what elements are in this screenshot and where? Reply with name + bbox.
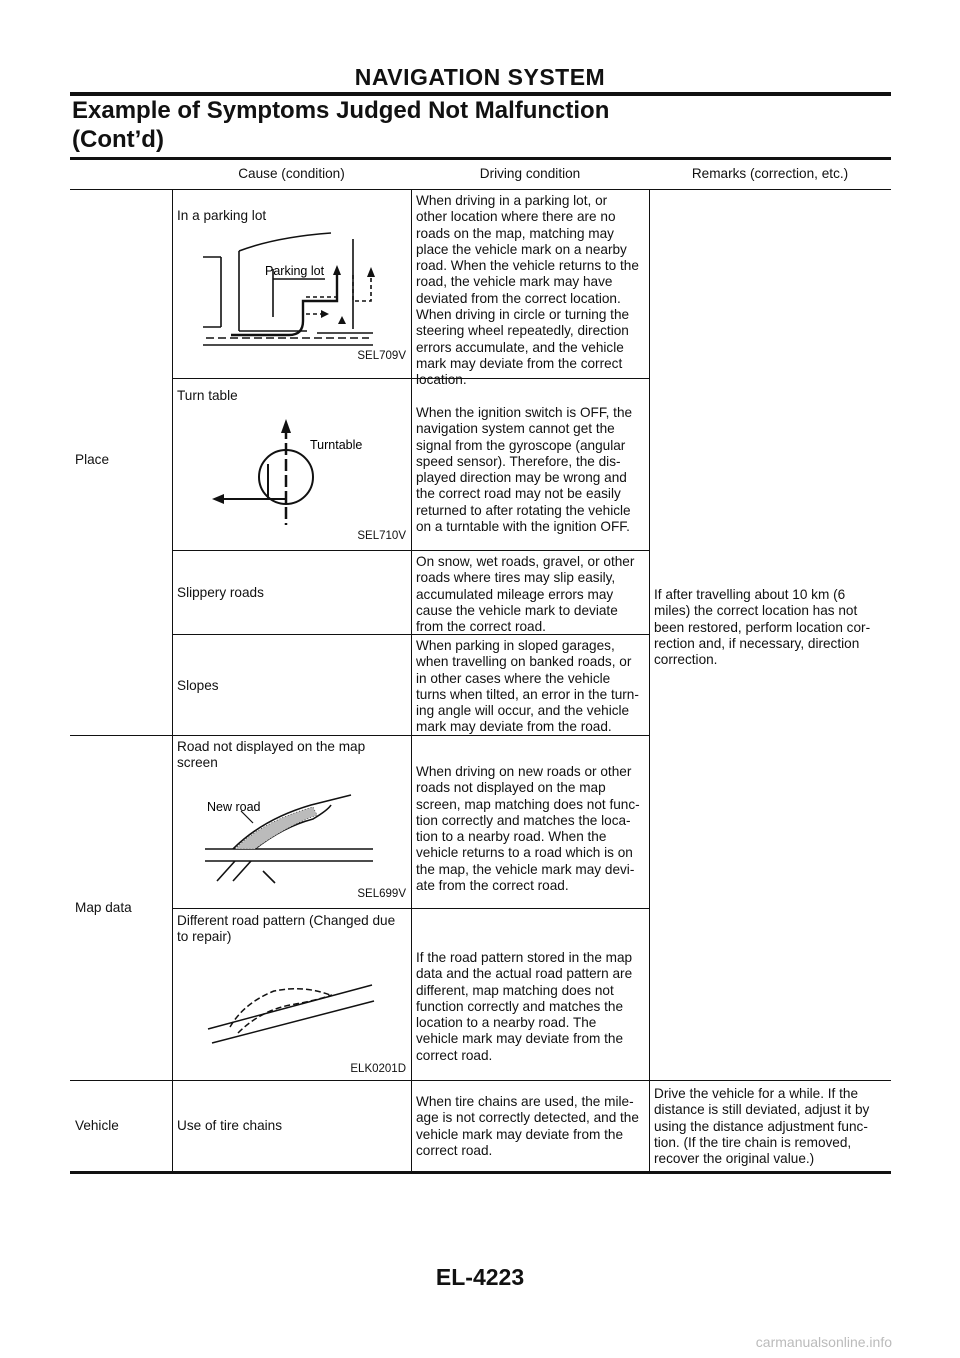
text-line: other location where there are no (416, 209, 616, 225)
header-row-rule (70, 189, 891, 190)
driving-condition-text (416, 1094, 652, 1159)
figure-code: SEL709V (357, 350, 406, 362)
text-line: vehicle mark may deviate from the (416, 1031, 624, 1047)
text-line: played direction may be wrong and (416, 470, 627, 486)
text-line: location to a nearby road. The (416, 1015, 597, 1031)
text-line: correction. (654, 652, 718, 668)
driving-condition-text (416, 405, 652, 535)
text-line: on a turntable with the ignition OFF. (416, 519, 630, 535)
column-rule (411, 189, 412, 1172)
table-top-rule (70, 157, 891, 160)
text-line: tion. (If the tire chain is removed, (654, 1134, 852, 1150)
text-line: when travelling on banked roads, or (416, 654, 632, 670)
text-line: the map, the vehicle mark may devi- (416, 861, 635, 877)
new-road-diagram (203, 795, 379, 885)
text-line: When the ignition switch is OFF, the (416, 405, 633, 420)
text-line: ing angle will occur, and the vehicle (416, 703, 630, 719)
text-line: vehicle returns to a road which is on (416, 845, 633, 861)
text-line: been restored, perform location cor- (654, 619, 871, 635)
figure-code: ELK0201D (350, 1063, 406, 1075)
cause-text: Slippery roads (177, 585, 264, 600)
text-line: age is not correctly detected, and the (416, 1110, 639, 1126)
text-line: Different road pattern (Changed due (177, 913, 396, 928)
row-rule (70, 1080, 891, 1081)
text-line: correct road. (416, 1047, 493, 1063)
text-line: Road not displayed on the map (177, 739, 366, 754)
text-line: When driving in circle or turning the (416, 307, 630, 323)
text-line: When parking in sloped garages, (416, 638, 615, 653)
group-label-map-data: Map data (75, 900, 132, 915)
section-title: NAVIGATION SYSTEM (354, 64, 606, 90)
page-subtitle (72, 96, 902, 154)
text-line: mark may deviate from the road. (416, 719, 612, 735)
text-line: accumulated mileage errors may (416, 586, 614, 602)
column-header-remarks: Remarks (correction, etc.) (691, 166, 849, 181)
column-rule (172, 189, 173, 1172)
text-line: tion correctly and matches the loca- (416, 812, 631, 828)
text-line: road. When the vehicle returns to the (416, 258, 639, 274)
text-line: errors accumulate, and the vehicle (416, 339, 624, 355)
text-line: tion to a nearby road. When the (416, 829, 607, 845)
text-line: road, the vehicle mark may have (416, 274, 613, 290)
text-line: When tire chains are used, the mile- (416, 1094, 634, 1109)
cause-text (177, 739, 409, 772)
text-line: If after travelling about 10 km (6 (654, 587, 846, 602)
text-line: data and the actual road pattern are (416, 966, 633, 982)
text-line: navigation system cannot get the (416, 421, 615, 437)
driving-condition-text (416, 193, 652, 389)
group-label-place: Place (75, 452, 110, 467)
text-line: deviated from the correct location. (416, 290, 621, 306)
cause-text (177, 913, 409, 946)
text-line: in other cases where the vehicle (416, 670, 611, 686)
figure-label: Turntable (310, 438, 363, 452)
text-line: returned to after rotating the vehicle (416, 502, 631, 518)
text-line: mark may deviate from the correct (416, 355, 623, 371)
text-line: screen, map matching does not func- (416, 796, 640, 812)
text-line: using the distance adjustment func- (654, 1118, 868, 1134)
text-line: location. (416, 372, 467, 388)
text-line: miles) the correct location has not (654, 603, 858, 619)
text-line: turns when tilted, an error in the turn- (416, 686, 639, 702)
text-line: the correct road may not be easily (416, 486, 621, 502)
page-number: EL-4223 (435, 1264, 525, 1290)
text-line: Drive the vehicle for a while. If the (654, 1086, 858, 1101)
text-line: to repair) (177, 929, 232, 945)
text-line: place the vehicle mark on a nearby (416, 241, 627, 257)
text-line: distance is still deviated, adjust it by (654, 1102, 870, 1118)
table-bottom-rule (70, 1171, 891, 1174)
cause-text: Use of tire chains (177, 1118, 283, 1133)
driving-condition-text (416, 764, 652, 894)
parking-lot-diagram (201, 231, 381, 347)
driving-condition-text (416, 950, 652, 1064)
text-line: roads on the map, matching may (416, 225, 614, 241)
remarks-text (654, 1086, 890, 1167)
figure-code: SEL699V (357, 888, 406, 900)
driving-condition-text (416, 638, 652, 736)
text-line: If the road pattern stored in the map (416, 950, 633, 965)
shared-remarks-text (654, 587, 890, 668)
column-header-driving: Driving condition (479, 166, 581, 181)
text-line: cause the vehicle mark to deviate (416, 602, 618, 618)
text-line: from the correct road. (416, 619, 546, 635)
cause-text: Turn table (177, 388, 238, 403)
text-line: When driving in a parking lot, or (416, 193, 608, 208)
figure-code: SEL710V (357, 530, 406, 542)
subtitle-line-1: Example of Symptoms Judged Not Malfunction (72, 97, 610, 124)
text-line: ate from the correct road. (416, 878, 569, 894)
cause-text: In a parking lot (177, 208, 267, 223)
text-line: rection and, if necessary, direction (654, 635, 860, 651)
text-line: steering wheel repeatedly, direction (416, 323, 629, 339)
text-line: recover the original value.) (654, 1151, 815, 1167)
text-line: function correctly and matches the (416, 998, 624, 1014)
driving-condition-text (416, 554, 652, 635)
road-pattern-diagram (204, 985, 376, 1045)
text-line: screen (177, 755, 218, 771)
watermark: carmanualsonline.info (755, 1334, 892, 1350)
text-line: vehicle mark may deviate from the (416, 1126, 624, 1142)
column-header-cause: Cause (condition) (238, 166, 345, 181)
figure-label: New road (207, 800, 261, 814)
group-label-vehicle: Vehicle (75, 1118, 119, 1133)
text-line: signal from the gyroscope (angular (416, 437, 626, 453)
figure-label: Parking lot (265, 264, 325, 278)
turntable-diagram (208, 419, 378, 529)
text-line: roads not displayed on the map (416, 780, 606, 796)
text-line: On snow, wet roads, gravel, or other (416, 554, 635, 569)
text-line: When driving on new roads or other (416, 764, 632, 779)
cause-text: Slopes (177, 678, 219, 693)
text-line: correct road. (416, 1142, 493, 1158)
text-line: roads where tires may slip easily, (416, 570, 616, 586)
text-line: speed sensor). Therefore, the dis- (416, 453, 621, 469)
subtitle-line-2: (Cont’d) (72, 126, 164, 153)
text-line: different, map matching does not (416, 982, 614, 998)
